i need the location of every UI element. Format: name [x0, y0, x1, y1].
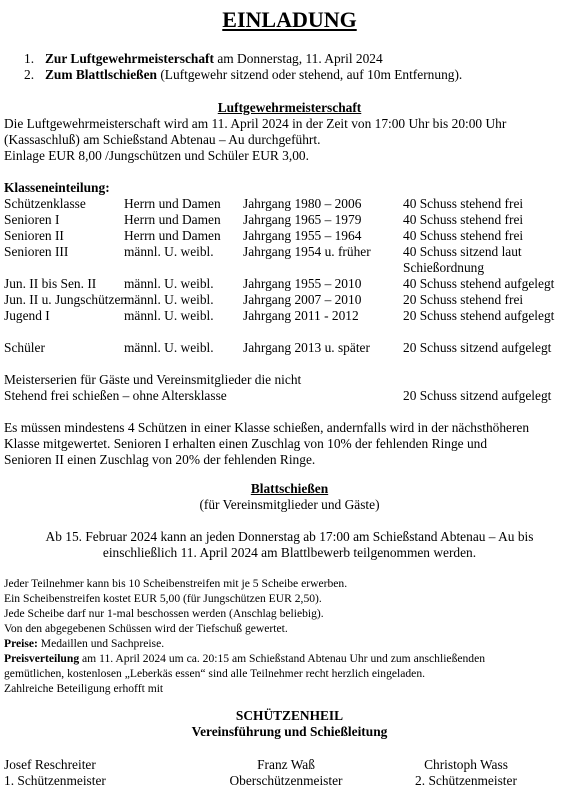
intro-line: Die Luftgewehrmeisterschaft wird am 11. April 2024 in der Zeit von 17:00 Uhr bis 20:00 Uhr: [4, 116, 507, 131]
award-line: Preisverteilung am 11. April 2024 um ca. 20:15 am Schießstand Abtenau Uhr und zum anschließenden: [4, 652, 486, 665]
signer-name: Josef Reschreiter: [4, 757, 96, 772]
blattl-intro-line: einschließlich 11. April 2024 am Blattlbewerb teilgenommen werden.: [102, 545, 477, 560]
board-label: Vereinsführung und Schießleitung: [191, 724, 388, 739]
prizes-line: Preise: Medaillen und Sachpreise.: [4, 637, 165, 650]
intro-line: Einlage EUR 8,00 /Jungschützen und Schüler EUR 3,00.: [4, 148, 309, 163]
greeting: SCHÜTZENHEIL: [235, 708, 344, 723]
detail-line: Von den abgegebenen Schüssen wird der Tiefschuß gewertet.: [4, 622, 288, 635]
detail-line: Ein Scheibenstreifen kostet EUR 5,00 (für Jungschützen EUR 2,50).: [4, 592, 322, 605]
guests-shots: 20 Schuss sitzend aufgelegt: [403, 388, 552, 403]
section-heading-blattl: Blattschießen: [250, 481, 329, 496]
signer-role: 2. Schützenmeister: [415, 773, 517, 788]
section-subheading: (für Vereinsmitglieder und Gäste): [199, 497, 380, 512]
blattl-intro-line: Ab 15. Februar 2024 kann an jeden Donnerstag ab 17:00 am Schießstand Abtenau – Au bis: [45, 529, 534, 544]
rules-line: Senioren II einen Zuschlag von 20% der fehlenden Ringe.: [4, 452, 316, 467]
signer-role: Oberschützenmeister: [229, 773, 343, 788]
list-item: 2. Zum Blattlschießen (Luftgewehr sitzend oder stehend, auf 10m Entfernung).: [24, 67, 463, 82]
award-line: gemütlichen, kostenlosen „Leberkäs essen“ sind alle Teilnehmer recht herzlich eingeladen.: [4, 667, 426, 680]
rules-line: Es müssen mindestens 4 Schützen in einer Klasse schießen, andernfalls wird in der nächsthöheren: [4, 420, 530, 435]
intro-line: (Kassaschluß) am Schießstand Abtenau – Au durchgeführt.: [4, 132, 321, 147]
detail-line: Jeder Teilnehmer kann bis 10 Scheibenstreifen mit je 5 Scheibe erwerben.: [4, 577, 348, 590]
page-title: EINLADUNG: [222, 7, 357, 32]
signer-name: Christoph Wass: [424, 757, 508, 772]
classes-heading: Klasseneinteilung:: [4, 180, 110, 195]
section-heading-lgm: Luftgewehrmeisterschaft: [217, 100, 362, 115]
rules-line: Klasse mitgewertet. Senioren I erhalten einen Zuschlag von 10% der fehlenden Ringe und: [4, 436, 488, 451]
list-item: 1. Zur Luftgewehrmeisterschaft am Donnerstag, 11. April 2024: [24, 51, 383, 66]
closing-line: Zahlreiche Beteiligung erhofft mit: [4, 682, 164, 695]
signer-name: Franz Waß: [257, 757, 315, 772]
detail-line: Jede Scheibe darf nur 1-mal beschossen werden (Anschlag beliebig).: [4, 607, 324, 620]
signer-role: 1. Schützenmeister: [4, 773, 106, 788]
guests-line: Stehend frei schießen – ohne Altersklasse: [4, 388, 227, 403]
guests-line: Meisterserien für Gäste und Vereinsmitglieder die nicht: [4, 372, 302, 387]
